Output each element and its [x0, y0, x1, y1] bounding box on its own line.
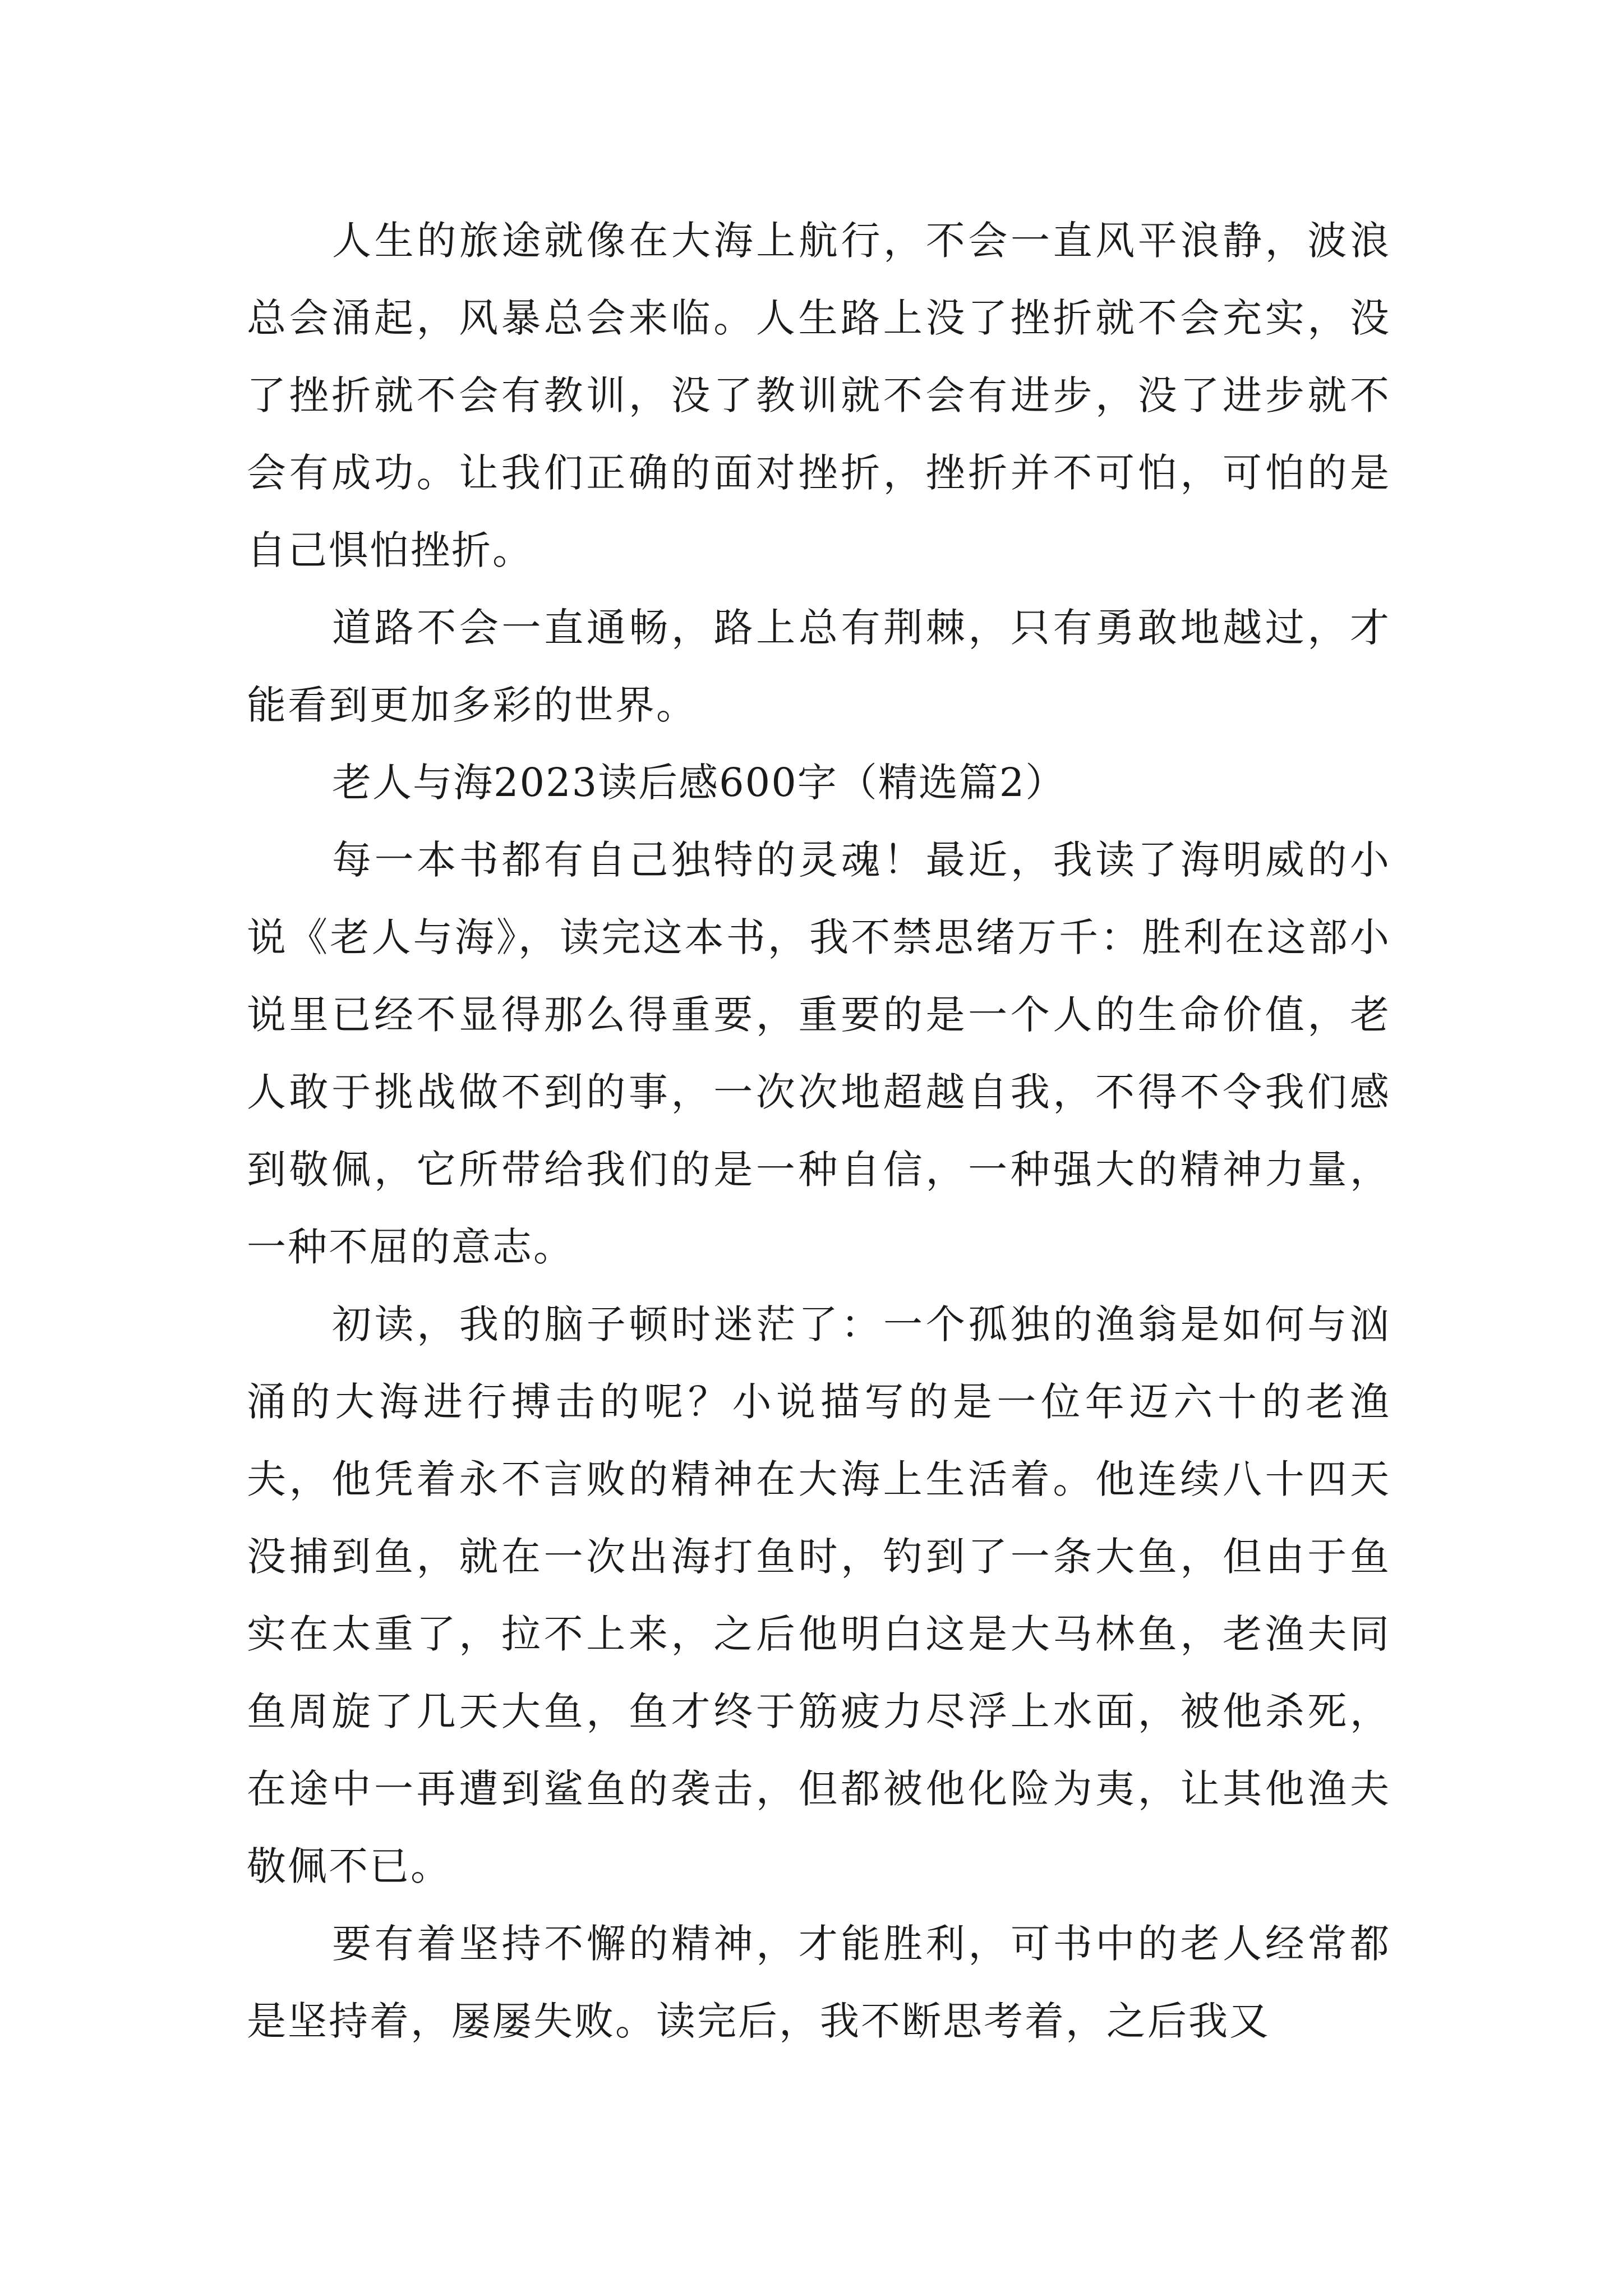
paragraph-book-soul: 每一本书都有自己独特的灵魂！最近，我读了海明威的小说《老人与海》，读完这本书，我不禁思绪万千：胜利在这部小说里已经不显得那么得重要，重要的是一个人的生命价值，老人敢于挑战做不到的事，一次次地超越自我，不得不令我们感到敬佩，它所带给我们的是一种自信，一种强大的精神力量，一种不屈的意志。: [247, 837, 1391, 1270]
document-page: [247, 202, 1391, 2060]
paragraph-perseverance: 要有着坚持不懈的精神，才能胜利，可书中的老人经常都是坚持着，屡屡失败。读完后，我不断思考着，之后我又: [247, 1921, 1391, 2044]
paragraph-first-reading: 初读，我的脑子顿时迷茫了：一个孤独的渔翁是如何与汹涌的大海进行搏击的呢？小说描写的是一位年迈六十的老渔夫，他凭着永不言败的精神在大海上生活着。他连续八十四天没捕到鱼，就在一次出海打鱼时，钓到了一条大鱼，但由于鱼实在太重了，拉不上来，之后他明白这是大马林鱼，老渔夫同鱼周旋了几天大鱼，鱼才终于筋疲力尽浮上水面，被他杀死，在途中一再遭到鲨鱼的袭击，但都被他化险为夷，让其他渔夫敬佩不已。: [247, 1301, 1391, 1889]
paragraph-life-journey: 人生的旅途就像在大海上航行，不会一直风平浪静，波浪总会涌起，风暴总会来临。人生路上没了挫折就不会充实，没了挫折就不会有教训，没了教训就不会有进步，没了进步就不会有成功。让我们正确的面对挫折，挫折并不可怕，可怕的是自己惧怕挫折。: [247, 218, 1391, 573]
section-heading: 老人与海2023读后感600字（精选篇2）: [332, 760, 1066, 806]
paragraph-road-thorns: 道路不会一直通畅，路上总有荆棘，只有勇敢地越过，才能看到更加多彩的世界。: [247, 605, 1391, 728]
